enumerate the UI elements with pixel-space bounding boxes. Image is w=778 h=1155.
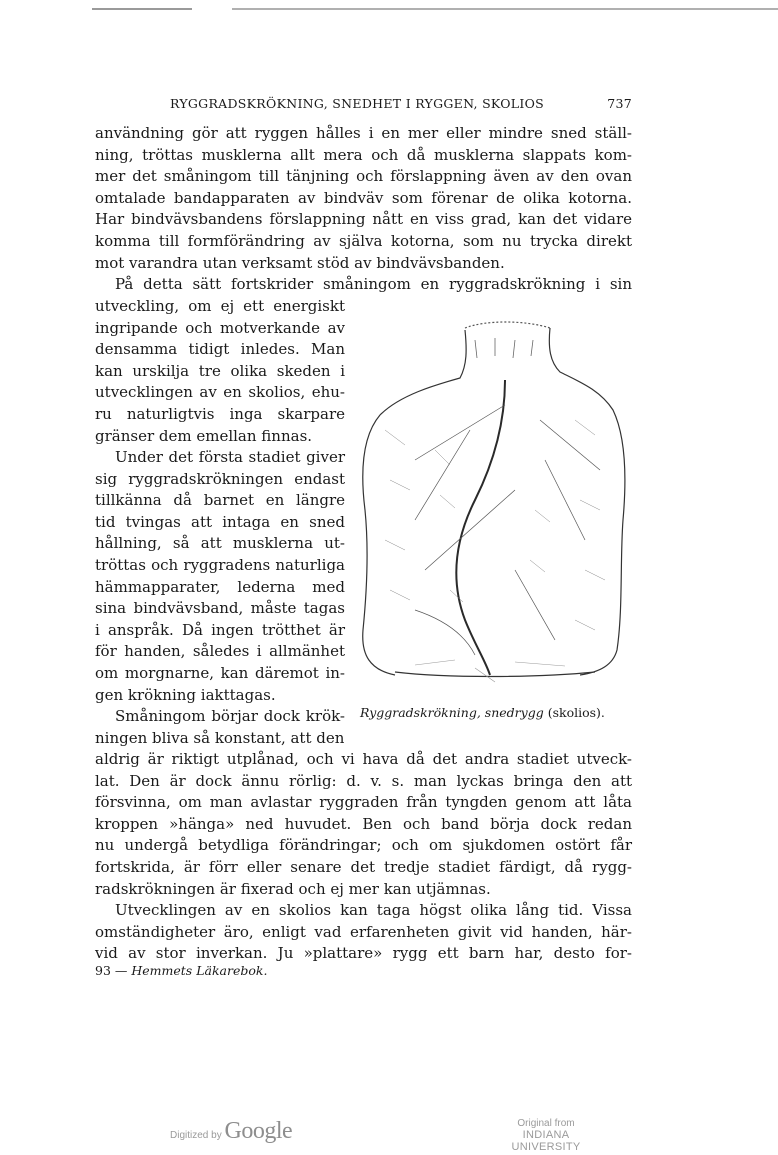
text-line: för handen, således i allmänhet	[95, 642, 345, 661]
running-title: RYGGRADSKRÖKNING, SNEDHET I RYGGEN, SKOLIOS	[170, 96, 545, 111]
text-line: mer det småningom till tänjning och förslappning även av den ovan	[95, 167, 632, 186]
running-header	[170, 96, 632, 111]
text-line: Under det första stadiet giver	[115, 448, 345, 466]
digitized-by-text: Digitized by	[170, 1130, 222, 1141]
paragraph-5	[95, 900, 632, 965]
text-line: hämmapparater, lederna med	[95, 577, 345, 596]
paragraph-4-full	[95, 749, 632, 900]
original-from-mark	[490, 1118, 602, 1153]
text-line: radskrökningen är fixerad och ej mer kan utjämnas.	[95, 879, 491, 898]
paragraph-3-narrow	[95, 447, 345, 706]
text-line: kan urskilja tre olika skeden i	[95, 361, 345, 380]
book-title: Hemmets Läkarebok.	[131, 963, 268, 978]
text-line: användning gör att ryggen hålles i en mer eller mindre sned ställ-	[95, 124, 632, 142]
scan-edge-line	[92, 8, 192, 10]
text-line: densamma tidigt inledes. Man	[95, 340, 345, 359]
footer-dash: —	[114, 963, 128, 978]
text-line: tillkänna då barnet en längre	[95, 491, 345, 510]
page-number: 737	[607, 96, 632, 111]
text-line: gen krökning iakttagas.	[95, 685, 276, 704]
text-line: ning, tröttas musklerna allt mera och då musklerna slappats kom-	[95, 145, 632, 164]
text-line: utveckling, om ej ett energiskt	[95, 297, 345, 315]
paragraph-2-first-line	[95, 274, 632, 296]
original-from-text: Original from	[517, 1118, 575, 1129]
google-logo: Google	[224, 1118, 293, 1144]
text-line: gränser dem emellan finnas.	[95, 426, 313, 445]
text-line: fortskrida, är förr eller senare det tredje stadiet färdigt, då rygg-	[95, 857, 632, 876]
text-line: hållning, så att musklerna ut-	[95, 534, 345, 553]
text-line: ru naturligtvis inga skarpare	[95, 404, 345, 423]
text-line: utvecklingen av en skolios, ehu-	[95, 383, 345, 402]
text-line: kroppen »hänga» ned huvudet. Ben och band börja dock redan	[95, 814, 632, 833]
paragraph-4-narrow	[95, 706, 345, 749]
text-line: Har bindvävsbandens förslappning nått en viss grad, kan det vidare	[95, 210, 632, 229]
text-line: sig ryggradskrökningen endast	[95, 469, 345, 488]
text-line: nu undergå betydliga förändringar; och om sjukdomen ostört får	[95, 836, 632, 855]
institution-name: INDIANA UNIVERSITY	[511, 1129, 581, 1153]
scoliosis-back-illustration	[355, 310, 633, 690]
scan-edge-line	[232, 8, 778, 10]
text-line: omständigheter äro, enligt vad erfarenheten givit vid handen, här-	[95, 922, 632, 941]
caption-italic: Ryggradskrökning, snedrygg	[360, 705, 544, 720]
text-line: sina bindvävsband, måste tagas	[95, 599, 345, 618]
page-footer	[95, 963, 267, 978]
text-line: Småningom börjar dock krök-	[115, 707, 345, 725]
text-line: mot varandra utan verksamt stöd av bindvävsbanden.	[95, 253, 505, 272]
digitized-by-google	[170, 1118, 292, 1145]
text-line: ningen bliva så konstant, att den	[95, 728, 345, 747]
text-line: i anspråk. Då ingen trötthet är	[95, 620, 345, 639]
text-line: komma till formförändring av själva kotorna, som nu trycka direkt	[95, 231, 632, 250]
text-line: Utvecklingen av en skolios kan taga högst olika lång tid. Vissa	[115, 901, 632, 919]
text-line: ingripande och motverkande av	[95, 318, 345, 337]
text-line: om morgnarne, kan däremot in-	[95, 663, 345, 682]
text-line: lat. Den är dock ännu rörlig: d. v. s. man lyckas bringa den att	[95, 771, 632, 790]
text-line: tid tvingas att intaga en sned	[95, 512, 345, 531]
paragraph-2-narrow	[95, 296, 345, 447]
paragraph-1	[95, 123, 632, 274]
sheet-number: 93	[95, 963, 111, 978]
text-line: vid av stor inverkan. Ju »plattare» rygg ett barn har, desto for-	[95, 944, 632, 963]
figure-caption	[360, 705, 605, 720]
text-line: På detta sätt fortskrider småningom en ryggradskrökning i sin	[115, 275, 632, 293]
text-line: försvinna, om man avlastar ryggraden från tyngden genom att låta	[95, 793, 632, 812]
text-line: tröttas och ryggradens naturliga	[95, 555, 345, 574]
text-line: omtalade bandapparaten av bindväv som förenar de olika kotorna.	[95, 188, 632, 207]
caption-rest: (skolios).	[547, 705, 605, 720]
text-line: aldrig är riktigt utplånad, och vi hava då det andra stadiet utveck-	[95, 750, 632, 768]
